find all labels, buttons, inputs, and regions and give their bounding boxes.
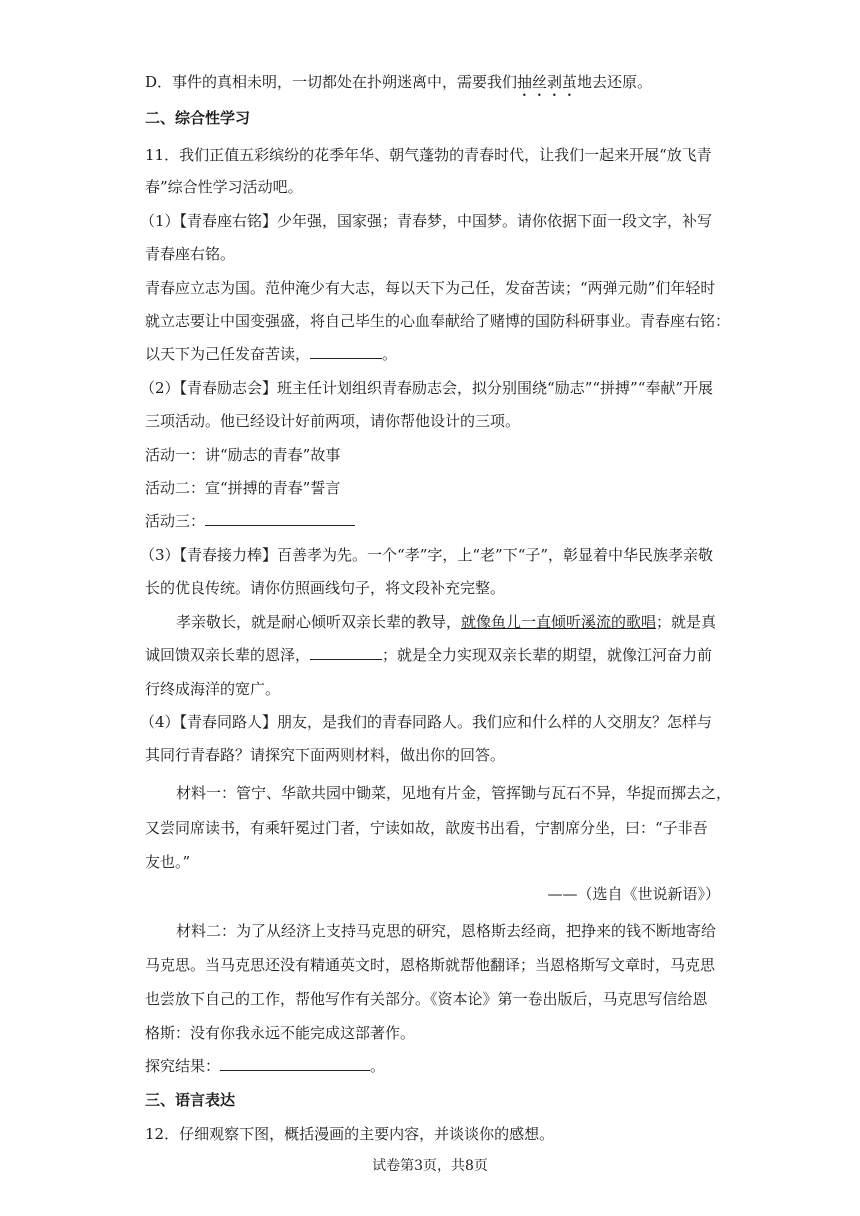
q11-part2-line-2: 三项活动。他已经设计好前两项，请你帮他设计的三项。	[145, 412, 521, 430]
material-two-line-3: 也尝放下自己的工作，帮他写作有关部分。《资本论》第一卷出版后，马克思写信给恩	[145, 990, 708, 1008]
option-d	[145, 71, 652, 93]
activity-two: 活动二：宣“拼搏的青春”誓言	[145, 479, 341, 497]
answer-blank[interactable]	[220, 1055, 370, 1071]
answer-blank[interactable]	[310, 343, 382, 359]
q11-part1-line-1: （1）【青春座右铭】少年强，国家强；青春梦，中国梦。请你依据下面一段文字，补写	[140, 212, 713, 230]
material-one-line-2: 又尝同席读书，有乘轩冕过门者，宁读如故，歆废书出看，宁割席分坐，曰：“子非吾	[145, 819, 708, 837]
inquiry-result: 探究结果： 。	[145, 1057, 386, 1075]
material-two-line-2: 马克思。当马克思还没有精通英文时，恩格斯就帮他翻译；当恩格斯写文章时，马克思	[145, 956, 716, 974]
q11-part1-line-4: 就立志要让中国变强盛，将自己毕生的心血奉献给了赌博的国防科研事业。青春座右铭：	[145, 312, 731, 330]
activity-one: 活动一：讲“励志的青春”故事	[145, 446, 341, 464]
section-heading-2: 二、综合性学习	[145, 109, 251, 127]
q11-part1-line-3: 青春应立志为国。范仲淹少有大志，每以天下为己任，发奋苦读；“两弹元勋”们年轻时	[145, 279, 716, 297]
q12-line: 12．仔细观察下图，概括漫画的主要内容，并谈谈你的感想。	[145, 1125, 555, 1143]
material-two-line-1: 材料二：为了从经济上支持马克思的研究，恩格斯去经商，把挣来的钱不断地寄给	[176, 922, 717, 940]
answer-blank[interactable]	[205, 510, 355, 526]
q11-part3-line-3: 孝亲敬长，就是耐心倾听双亲长辈的教导，就像鱼儿一直倾听溪流的歌唱；就是真	[176, 613, 717, 631]
q11-part3-line-2: 长的优良传统。请你仿照画线句子，将文段补充完整。	[145, 579, 506, 597]
answer-blank[interactable]	[310, 644, 382, 660]
q11-line-1: 11．我们正值五彩缤纷的花季年华、朝气蓬勃的青春时代，让我们一起来开展“放飞青	[145, 146, 712, 164]
material-one-line-3: 友也。”	[145, 853, 191, 871]
q11-part3-line-1: （3）【青春接力棒】百善孝为先。一个“孝”字，上“老”下“子”，彰显着中华民族孝亲敬	[140, 546, 714, 564]
option-d-emphasis: 抽丝剥茧	[517, 73, 578, 91]
q11-part1-line-5: 以天下为己任发奋苦读， 。	[145, 345, 398, 363]
activity-three: 活动三：	[145, 510, 355, 532]
option-d-text: D．事件的真相未明，一切都处在扑朔迷离中，需要我们	[145, 73, 518, 91]
q11-part4-line-2: 其同行青春路？请探究下面两则材料，做出你的回答。	[145, 746, 506, 764]
section-heading-3: 三、语言表达	[145, 1091, 236, 1109]
material-two-line-4: 格斯：没有你我永远不能完成这部著作。	[145, 1024, 416, 1042]
q11-line-2: 春”综合性学习活动吧。	[145, 178, 303, 196]
material-one-line-1: 材料一：管宁、华歆共园中锄菜，见地有片金，管挥锄与瓦石不异，华捉而掷去之，	[176, 784, 732, 802]
q11-part2-line-1: （2）【青春励志会】班主任计划组织青春励志会，拟分别围绕“励志”“拼搏”“奉献”开展	[140, 379, 714, 397]
option-d-text-end: 地去还原。	[577, 73, 653, 91]
q11-part3-line-5: 行终成海洋的宽广。	[145, 680, 281, 698]
material-one-source: ——（选自《世说新语》）	[547, 885, 720, 903]
q11-part4-line-1: （4）【青春同路人】朋友，是我们的青春同路人。我们应和什么样的人交朋友？怎样与	[140, 713, 713, 731]
page-footer: 试卷第3页，共8页	[372, 1158, 488, 1174]
q11-part1-line-2: 青春座右铭。	[145, 245, 236, 263]
q11-part3-line-4: 诚回馈双亲长辈的恩泽， ；就是全力实现双亲长辈的期望，就像江河奋力前	[145, 646, 713, 664]
model-sentence: 就像鱼儿一直倾听溪流的歌唱	[461, 613, 657, 631]
